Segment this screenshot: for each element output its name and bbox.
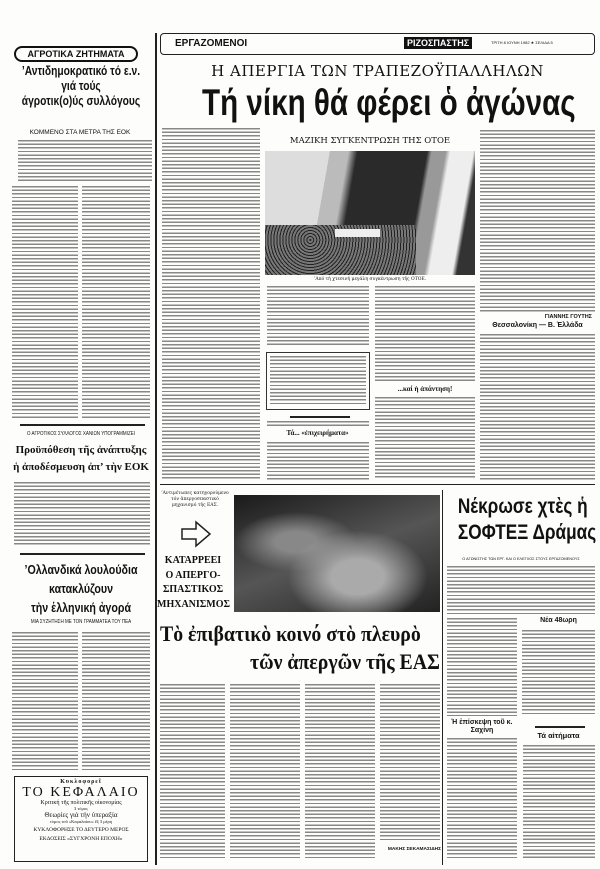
article-body-text — [267, 442, 369, 480]
byline: ΜΑΚΗΣ ΣΕΚΑΜΑΣΙΔΗΣ — [387, 847, 441, 852]
headline-line: τὴν ἑλληνική ἀγορά — [30, 600, 132, 615]
headline-chania-eec — [8, 442, 154, 476]
article-body-text — [82, 632, 150, 772]
banner-headline — [157, 554, 229, 612]
subheading: Τά... «ἐπιχειρήματα» — [286, 429, 349, 437]
article-body-text — [375, 397, 475, 480]
headline-line: τῶν ἀπεργῶν τῆς ΕΑΣ — [249, 649, 440, 674]
article-body-text — [14, 482, 150, 546]
article-body-text — [380, 684, 440, 842]
quote-text: ’Αντιμέτωπες κατηγορούμενο τόν ἀπεργοσπαστικό μηχανισμό τῆς ΕΑΣ. — [161, 491, 229, 508]
subheading: ...καί ἡ ἀπάντηση! — [397, 385, 453, 393]
ad-line: Κυκλοφορεῖ — [60, 779, 102, 785]
eas-headline — [160, 620, 440, 676]
article-body-text — [305, 684, 375, 860]
kicker — [8, 619, 154, 625]
ad-line: Θεωρίες γιά τήν ὑπεραξία — [44, 811, 118, 819]
subheading: Θεσσαλονίκη — Β. Ἑλλάδα — [492, 322, 583, 329]
main-headline: Τή νίκη θά φέρει ὁ ἀγώνας — [202, 82, 576, 123]
kicker — [8, 431, 154, 437]
article-body-text — [480, 334, 595, 480]
article-body-text — [12, 186, 78, 418]
article-body-text — [162, 128, 260, 480]
article-body-text — [18, 140, 152, 182]
headline-line: Προϋπόθεση τῆς ἀνάπτυξης — [15, 444, 147, 456]
article-body-text — [12, 632, 78, 772]
photo-caption: ’Από τή χτεσινή μεγάλη συγκέντρωση τῆς ΟΤΟΕ. — [313, 277, 427, 282]
divider — [290, 416, 350, 418]
subheading: Ἡ ἐπίσκεψη τοῦ κ. Σαχίνη — [451, 719, 513, 734]
strike-photo — [234, 495, 440, 612]
banner-line: Ο ΑΠΕΡΓΟ- — [165, 569, 221, 581]
banner-line: ΜΗΧΑΝΙΣΜΟΣ — [157, 598, 231, 610]
page-header — [160, 33, 595, 55]
divider — [160, 484, 595, 485]
article-body-text — [267, 286, 369, 346]
headline-line: ’Αντιδημοκρατικό τό ε.ν. — [21, 64, 141, 78]
headline-line: ΣΟΦΤΕΞ Δράμας — [457, 521, 597, 544]
subhead: ΚΟΜΜΕΝΟ ΣΤΑ ΜΕΤΡΑ ΤΗΣ ΕΟΚ — [29, 129, 131, 136]
book-advertisement — [14, 776, 148, 862]
ad-title: ΤΟ ΚΕΦΑΛΑΙΟ — [22, 785, 140, 800]
article-body-text — [230, 684, 300, 860]
issue-date: ΤΡΙΤΗ 8 ΙΟΥΝΗ 1982 ★ ΣΕΛΙΔΑ 5 — [491, 40, 553, 45]
main-kicker: Η ΑΠΕΡΓΙΑ ΤΩΝ ΤΡΑΠΕΖΟΫΠΑΛΛΗΛΩΝ — [211, 62, 544, 80]
ad-line: 3 τόμος — [74, 806, 88, 811]
masthead-logo: ΡΙΖΟΣΠΑΣΤΗΣ — [404, 37, 472, 49]
section-label: ΑΓΡΟΤΙΚΑ ΖΗΤΗΜΑΤΑ — [14, 46, 138, 62]
headline-line: άγροτικ(ο)ύς συλλόγους — [21, 94, 141, 108]
ad-line: ΚΥΚΛΟΦΟΡΗΣΕ ΤΟ ΔΕΥΤΕΡΟ ΜΕΡΟΣ — [33, 827, 129, 833]
headline-line: ’Ολλανδικά λουλούδια — [24, 562, 138, 577]
article-body-text — [82, 186, 150, 418]
subheading: Νέα 48ωρη — [540, 617, 577, 624]
section-title: ΕΡΓΑΖΟΜΕΝΟΙ — [175, 38, 248, 49]
arrow-right-icon — [180, 520, 212, 548]
column-divider — [442, 490, 443, 865]
headline-line: ἡ ἀποδέσμευση ἀπ’ τὴν ΕΟΚ — [13, 461, 149, 473]
byline: ΓΙΑΝΝΗΣ ΓΟΥΤΗΣ — [544, 314, 592, 320]
softex-headline — [444, 494, 598, 546]
headline-line: Νέκρωσε χτὲς ἡ — [457, 495, 588, 518]
photo-title: ΜΑΖΙΚΗ ΣΥΓΚΕΝΤΡΩΣΗ ΤΗΣ ΟΤΟΕ — [289, 136, 451, 146]
headline-line: κατακλύζουν — [48, 581, 114, 596]
article-body-text — [447, 566, 595, 614]
article-body-text — [523, 745, 595, 860]
banner-line: ΣΠΑΣΤΙΚΟΣ — [162, 584, 224, 595]
column-divider — [155, 33, 157, 865]
divider — [535, 726, 585, 728]
divider — [20, 424, 145, 426]
headline-line: γιά τούς — [61, 79, 101, 93]
kicker-text: ΜΙΑ ΣΥΖΗΤΗΣΗ ΜΕ ΤΟΝ ΓΡΑΜΜΑΤΕΑ ΤΟΥ ΠΕΑ — [30, 619, 132, 625]
article-body-text — [480, 130, 595, 312]
headline-agrarian-associations — [8, 64, 154, 109]
kicker-text: Ο ΑΓΡΟΤΙΚΟΣ ΣΥΛΛΟΓΟΣ ΧΑΝΙΩΝ ΥΠΟΓΡΑΜΜΙΖΕΙ — [27, 431, 135, 437]
article-body-text — [522, 630, 595, 716]
article-body-text — [447, 618, 517, 716]
banner-line: ΚΑΤΑΡΡΕΕΙ — [164, 555, 222, 566]
ad-line: Κριτική τῆς πολιτικῆς οἰκονομίας — [40, 800, 122, 806]
rally-photo — [265, 151, 475, 275]
article-body-text — [267, 421, 369, 427]
kicker: Ο ΑΓΩΝΙΣΤΗΣ ΤΩΝ ΕΡΓ. ΚΑΙ Ο ΕΛΕΓΧΟΣ ΣΤΟΥΣ ΕΡΓΑΖΟΜΕΝΟΥΣ — [462, 557, 580, 561]
article-body-text — [160, 684, 225, 860]
article-body-text — [447, 738, 517, 860]
ad-line: ΕΚΔΟΣΕΙΣ «ΣΥΓΧΡΟΝΗ ΕΠΟΧΗ» — [39, 836, 123, 842]
divider — [20, 553, 145, 555]
ad-line: τόμος τοῦ «Κεφαλαίου» ἔξ 3 μέρη — [49, 819, 113, 824]
subheading: Τά αἰτήματα — [537, 731, 580, 740]
headline-line: Τὸ ἐπιβατικὸ κοινό στὸ πλευρὸ — [160, 621, 421, 646]
headline-dutch-flowers — [8, 560, 154, 617]
boxed-quote — [266, 352, 370, 410]
article-body-text — [375, 286, 475, 382]
